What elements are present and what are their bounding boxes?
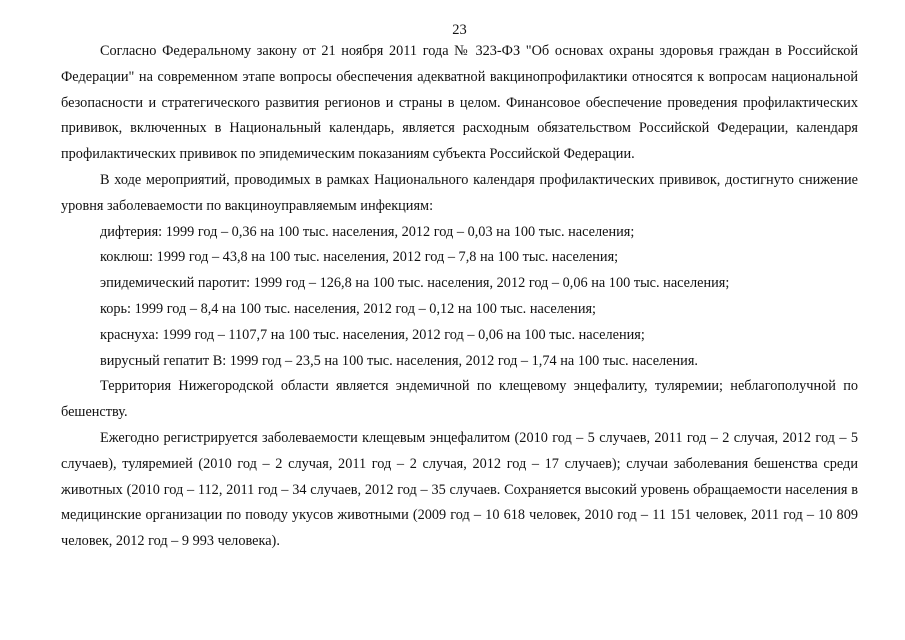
list-item-measles: корь: 1999 год – 8,4 на 100 тыс. населения, 2012 год – 0,12 на 100 тыс. населения;: [100, 300, 597, 317]
page-number: 23: [452, 22, 467, 38]
document-page: [61, 0, 858, 640]
list-item-mumps: эпидемический паротит: 1999 год – 126,8 на 100 тыс. населения, 2012 год – 0,06 на 100 тыс. населения;: [100, 275, 730, 292]
list-item-pertussis: коклюш: 1999 год – 43,8 на 100 тыс. населения, 2012 год – 7,8 на 100 тыс. населения;: [100, 249, 619, 266]
paragraph-endemic-territory: Территория Нижегородской области является эндемичной по клещевому энцефалиту, туляремии; неблагополучной по бешенству.: [61, 378, 858, 421]
infection-list: [61, 220, 858, 375]
document-body: [61, 39, 858, 555]
list-item-rubella: краснуха: 1999 год – 1107,7 на 100 тыс. населения, 2012 год – 0,06 на 100 тыс. населения;: [100, 326, 645, 343]
paragraph-federal-law: Согласно Федеральному закону от 21 ноября 2011 года № 323-ФЗ "Об основах охраны здоровья граждан в Российской Федерации" на современном этапе вопросы обеспечения адекватной вакцинопрофилактики относятся к вопросам национальной безопасности и стратегического развития регионов и страны в целом. Финансовое обеспечение проведения профилактических прививок, включенных в Национальный календарь, является расходным обязательством Российской Федерации, календаря профилактических прививок по эпидемическим показаниям субъекта Российской Федерации.: [61, 43, 858, 163]
paragraph-vaccination-intro: В ходе мероприятий, проводимых в рамках Национального календаря профилактических прививок, достигнуто снижение уровня заболеваемости по вакциноуправляемым инфекциям:: [61, 171, 858, 214]
list-item-diphtheria: дифтерия: 1999 год – 0,36 на 100 тыс. населения, 2012 год – 0,03 на 100 тыс. населения;: [100, 223, 635, 240]
paragraph-annual-statistics: Ежегодно регистрируется заболеваемости клещевым энцефалитом (2010 год – 5 случаев, 2011 год – 2 случая, 2012 год – 5 случаев), туляремией (2010 год – 2 случая, 2011 год – 2 случая, 2012 год – 17 случаев); случаи заболевания бешенства среди животных (2010 год – 112, 2011 год – 34 случаев, 2012 год – 35 случаев. Сохраняется высокий уровень обращаемости населения в медицинские организации по поводу укусов животными (2009 год – 10 618 человек, 2010 год – 11 151 человек, 2011 год – 10 809 человек, 2012 год – 9 993 человека).: [61, 429, 858, 550]
list-item-hepatitis-b: вирусный гепатит В: 1999 год – 23,5 на 100 тыс. населения, 2012 год – 1,74 на 100 тыс. населения.: [100, 352, 698, 369]
